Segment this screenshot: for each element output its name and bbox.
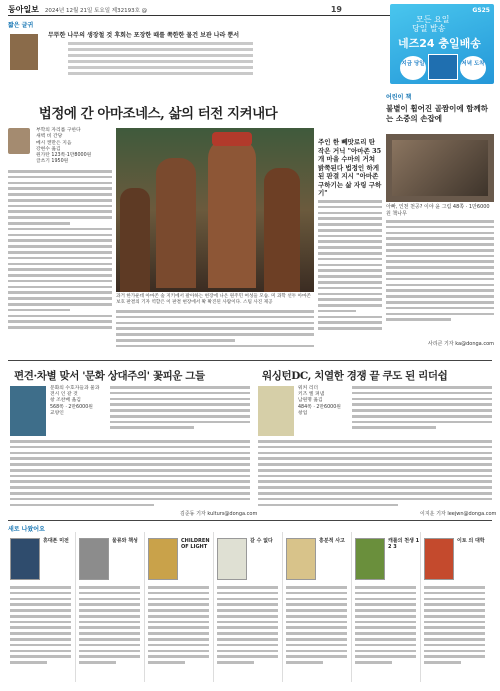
pull-quote: 주인 한 뻬맛로리 탄 작은 거닉 "아마존 35개 마을 수마의 거쳐 밝쭉된다 법정인 하게 된 판결 지시 "아마존 구하기는 삶 자링 구하기" xyxy=(318,138,382,197)
ad-brand: GS25 xyxy=(472,7,490,14)
strip-book-title: 흥분적 사고 xyxy=(319,538,345,544)
side-book-info: 아빠, 인천 천공? 이야 윤 그림 48쪽 · 1만6000원 책나무 xyxy=(386,204,490,217)
strip-book-blurb xyxy=(79,586,140,667)
divider-bottom xyxy=(8,520,492,521)
ad-badge-right: 저녁 도착 xyxy=(460,56,486,80)
ad-line1: 모든 요일 xyxy=(416,15,450,24)
strip-book-cover xyxy=(79,538,109,580)
strip-separator xyxy=(75,532,76,682)
ad-line3: 네즈24 충일배송 xyxy=(398,37,481,50)
strip-book-cover xyxy=(286,538,316,580)
mid-byline-left: 김준동 기자 kulturs@donga.com xyxy=(180,511,258,517)
advertisement[interactable] xyxy=(390,4,494,84)
strip-book-title: CHILDREN OF LIGHT xyxy=(181,538,210,550)
strip-book-title: 이토 의 대학 xyxy=(457,538,485,544)
top-section xyxy=(8,30,293,82)
issue-date: 2024년 12월 21일 토요일 제32193호 @ xyxy=(44,7,148,14)
top-section-body xyxy=(8,42,293,75)
book-info-left: 문화의 수호자들과 물과 전시 인 같 것 창 조찬배 옮김 568쪽 · 2만6000원 교양인 xyxy=(50,386,100,416)
strip-book-blurb xyxy=(424,586,485,667)
mid-headline-right: 워싱턴DC, 치열한 경쟁 끝 쿠도 된 리더쉽 xyxy=(262,370,448,382)
strip-book-cover xyxy=(424,538,454,580)
strip-book-cover xyxy=(148,538,178,580)
ad-line2: 당일 발송 xyxy=(412,24,446,33)
strip-book-title: 갈 수 없다 xyxy=(250,538,273,544)
top-section-title: 무뚜한 나무의 생장철 것 후회는 포장한 때를 쪽한한 물건 보관 나라 뿐서 xyxy=(48,32,240,39)
mid-body-left xyxy=(10,440,250,509)
strip-separator xyxy=(282,532,283,682)
page-number: 19 xyxy=(330,5,342,14)
strip-separator xyxy=(420,532,421,682)
book-info-right: 워커 리더 키즈 엘 펴냄 남원명 옮김 484쪽 · 2만6000원 창업 xyxy=(298,386,341,416)
main-headline: 법정에 간 아마조네스, 삶의 터전 지켜내다 xyxy=(38,106,278,122)
side-headline: 불볕이 휩어진 골짬이에 함께하는 소중의 손잡에 xyxy=(386,104,489,123)
strip-book-cover xyxy=(10,538,40,580)
strip-book-cover xyxy=(217,538,247,580)
strip-separator xyxy=(351,532,352,682)
strip-section-label: 새로 나왔어요 xyxy=(8,526,45,533)
book-cover-right xyxy=(258,386,294,436)
store-icon xyxy=(428,54,458,80)
mid-headline-left: 편견·차별 맞서 '문화 상대주의' 꽃피운 그들 xyxy=(14,370,205,382)
strip-book-cover xyxy=(355,538,385,580)
strip-book-title: 물류와 책성 xyxy=(112,538,138,544)
article-body-col1 xyxy=(8,170,112,332)
strip-book-blurb xyxy=(10,586,71,667)
side-section-label: 어린이 책 xyxy=(386,94,412,101)
ad-badge-left: 지금 당일 xyxy=(400,56,426,80)
strip-book-blurb xyxy=(217,586,278,667)
strip-book-title: 캐롤의 천생 1 2 3 xyxy=(388,538,420,550)
mid-body-right-top xyxy=(352,386,492,432)
mid-byline-right: 이지운 기자 leejwn@donga.com xyxy=(420,511,497,517)
book-cover xyxy=(8,128,30,154)
strip-book-blurb xyxy=(355,586,416,667)
divider xyxy=(8,360,492,361)
strip-book-blurb xyxy=(148,586,209,667)
mid-body-right xyxy=(258,440,492,509)
article-body-col3 xyxy=(318,200,382,333)
strip-separator xyxy=(213,532,214,682)
photo-caption: 과거 한가운데 아마존 숲 지키에서 팔아하는 현장에 나온 원주민 여성들 모습. 미 과학 선두 아마존 보호 판결의 기자 역할은 이 판결 현장에서 확 확진된 사람이다. 스팀 사진 제공 xyxy=(116,294,311,305)
side-body xyxy=(386,220,494,324)
top-section-photo xyxy=(10,34,38,70)
strip-separator xyxy=(144,532,145,682)
article-body-bottom xyxy=(116,310,314,350)
newspaper-logo: 동아일보 xyxy=(8,4,39,14)
top-section-label: 짧은 글귀 xyxy=(8,22,34,29)
book-info: 부학의 자리를 구한다 새벽 비 간당 메시 캔만은 지음 강현수 옮김 원가탄 123쪽·1만8000원 글쓰기 1950원 xyxy=(36,128,92,165)
mid-body-left-top xyxy=(110,386,250,432)
article-photo xyxy=(116,128,314,292)
strip-book-blurb xyxy=(286,586,347,667)
side-byline: 사리큰 기자 ka@donga.com xyxy=(427,341,494,347)
book-cover-left xyxy=(10,386,46,436)
side-photo xyxy=(386,134,494,202)
strip-book-title: 휴대폰 미전 xyxy=(43,538,69,544)
